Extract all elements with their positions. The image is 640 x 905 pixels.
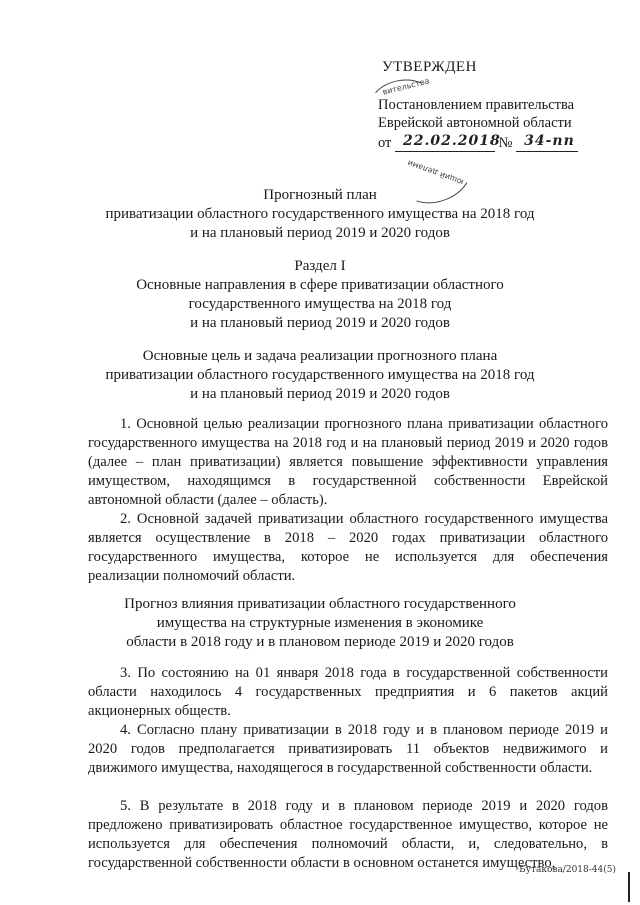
subsection-1-line-1: Основные цель и задача реализации прогнозного плана bbox=[142, 348, 498, 364]
plan-title-line-1: Прогнозный план bbox=[263, 187, 377, 203]
number-field bbox=[516, 133, 578, 152]
paragraph-4-text: 4. Согласно плану приватизации в 2018 году и в плановом периоде 2019 и 2020 годов предполагается приватизировать 11 объектов недвижимого и движимого имущества, находящегося в государственной собственности области. bbox=[88, 722, 608, 776]
approval-line-2: Еврейской автономной области bbox=[378, 115, 572, 131]
stamp-text-top: вительства bbox=[381, 76, 431, 97]
paragraph-1-text: 1. Основной целью реализации прогнозного плана приватизации областного государственного имущества на 2018 год и на плановый период 2019 и 2020 годов (далее – план приватизации) является повышение эффективности управления имуществом, находящимся в государственной собственности Еврейской автономной области (далее – область). bbox=[88, 416, 608, 508]
paragraph-2-text: 2. Основной задачей приватизации областного государственного имущества является осуществление в 2018 – 2020 годах приватизации областного государственного имущества, которое не используется для обеспечения реализации полномочий области. bbox=[88, 511, 608, 584]
from-label: от bbox=[378, 135, 392, 151]
paragraph-1 bbox=[88, 415, 608, 510]
footer-reference: Бутакова/2018-44(5) bbox=[519, 865, 616, 875]
subsection-1-line-3: и на плановый период 2019 и 2020 годов bbox=[190, 386, 450, 402]
paragraph-5 bbox=[88, 797, 608, 873]
scan-edge-mark bbox=[628, 872, 630, 902]
plan-title-line-3: и на плановый период 2019 и 2020 годов bbox=[190, 225, 450, 241]
approval-date-number-line bbox=[378, 134, 578, 152]
subsection-2-line-3: области в 2018 году и в плановом периоде 2019 и 2020 годов bbox=[126, 634, 514, 650]
section-heading-3: государственного имущества на 2018 год bbox=[188, 296, 452, 312]
plan-title-line-2: приватизации областного государственного имущества на 2018 год bbox=[105, 206, 535, 222]
approval-heading: УТВЕРЖДЕН bbox=[382, 59, 477, 75]
handwritten-date: 22.02.2018 bbox=[403, 133, 501, 149]
subsection-1-line-2: приватизации областного государственного имущества на 2018 год bbox=[105, 367, 535, 383]
approval-line-1: Постановлением правительства bbox=[378, 97, 575, 113]
number-label: № bbox=[498, 135, 513, 151]
handwritten-number: 34-пп bbox=[524, 133, 575, 149]
subsection-2-line-1: Прогноз влияния приватизации областного государственного bbox=[124, 596, 516, 612]
paragraph-3-text: 3. По состоянию на 01 января 2018 года в государственной собственности области находилось 4 государственных предприятия и 6 пакетов акций акционерных обществ. bbox=[88, 665, 608, 719]
paragraph-5-text: 5. В результате в 2018 году и в плановом периоде 2019 и 2020 годов предложено приватизировать областное государственное имущество, которое не используется для обеспечения полномочий области, и, следовательно, в государственной собственности области в основном останется имущество, bbox=[88, 798, 608, 871]
section-heading-1: Раздел I bbox=[294, 258, 346, 274]
section-heading-4: и на плановый период 2019 и 2020 годов bbox=[190, 315, 450, 331]
paragraph-4 bbox=[88, 721, 608, 778]
subsection-2-line-2: имущества на структурные изменения в экономике bbox=[156, 615, 484, 631]
section-heading-2: Основные направления в сфере приватизации областного bbox=[136, 277, 504, 293]
paragraph-2 bbox=[88, 510, 608, 586]
stamp-text-bottom: ющий делами bbox=[406, 158, 465, 187]
paragraph-3 bbox=[88, 664, 608, 721]
